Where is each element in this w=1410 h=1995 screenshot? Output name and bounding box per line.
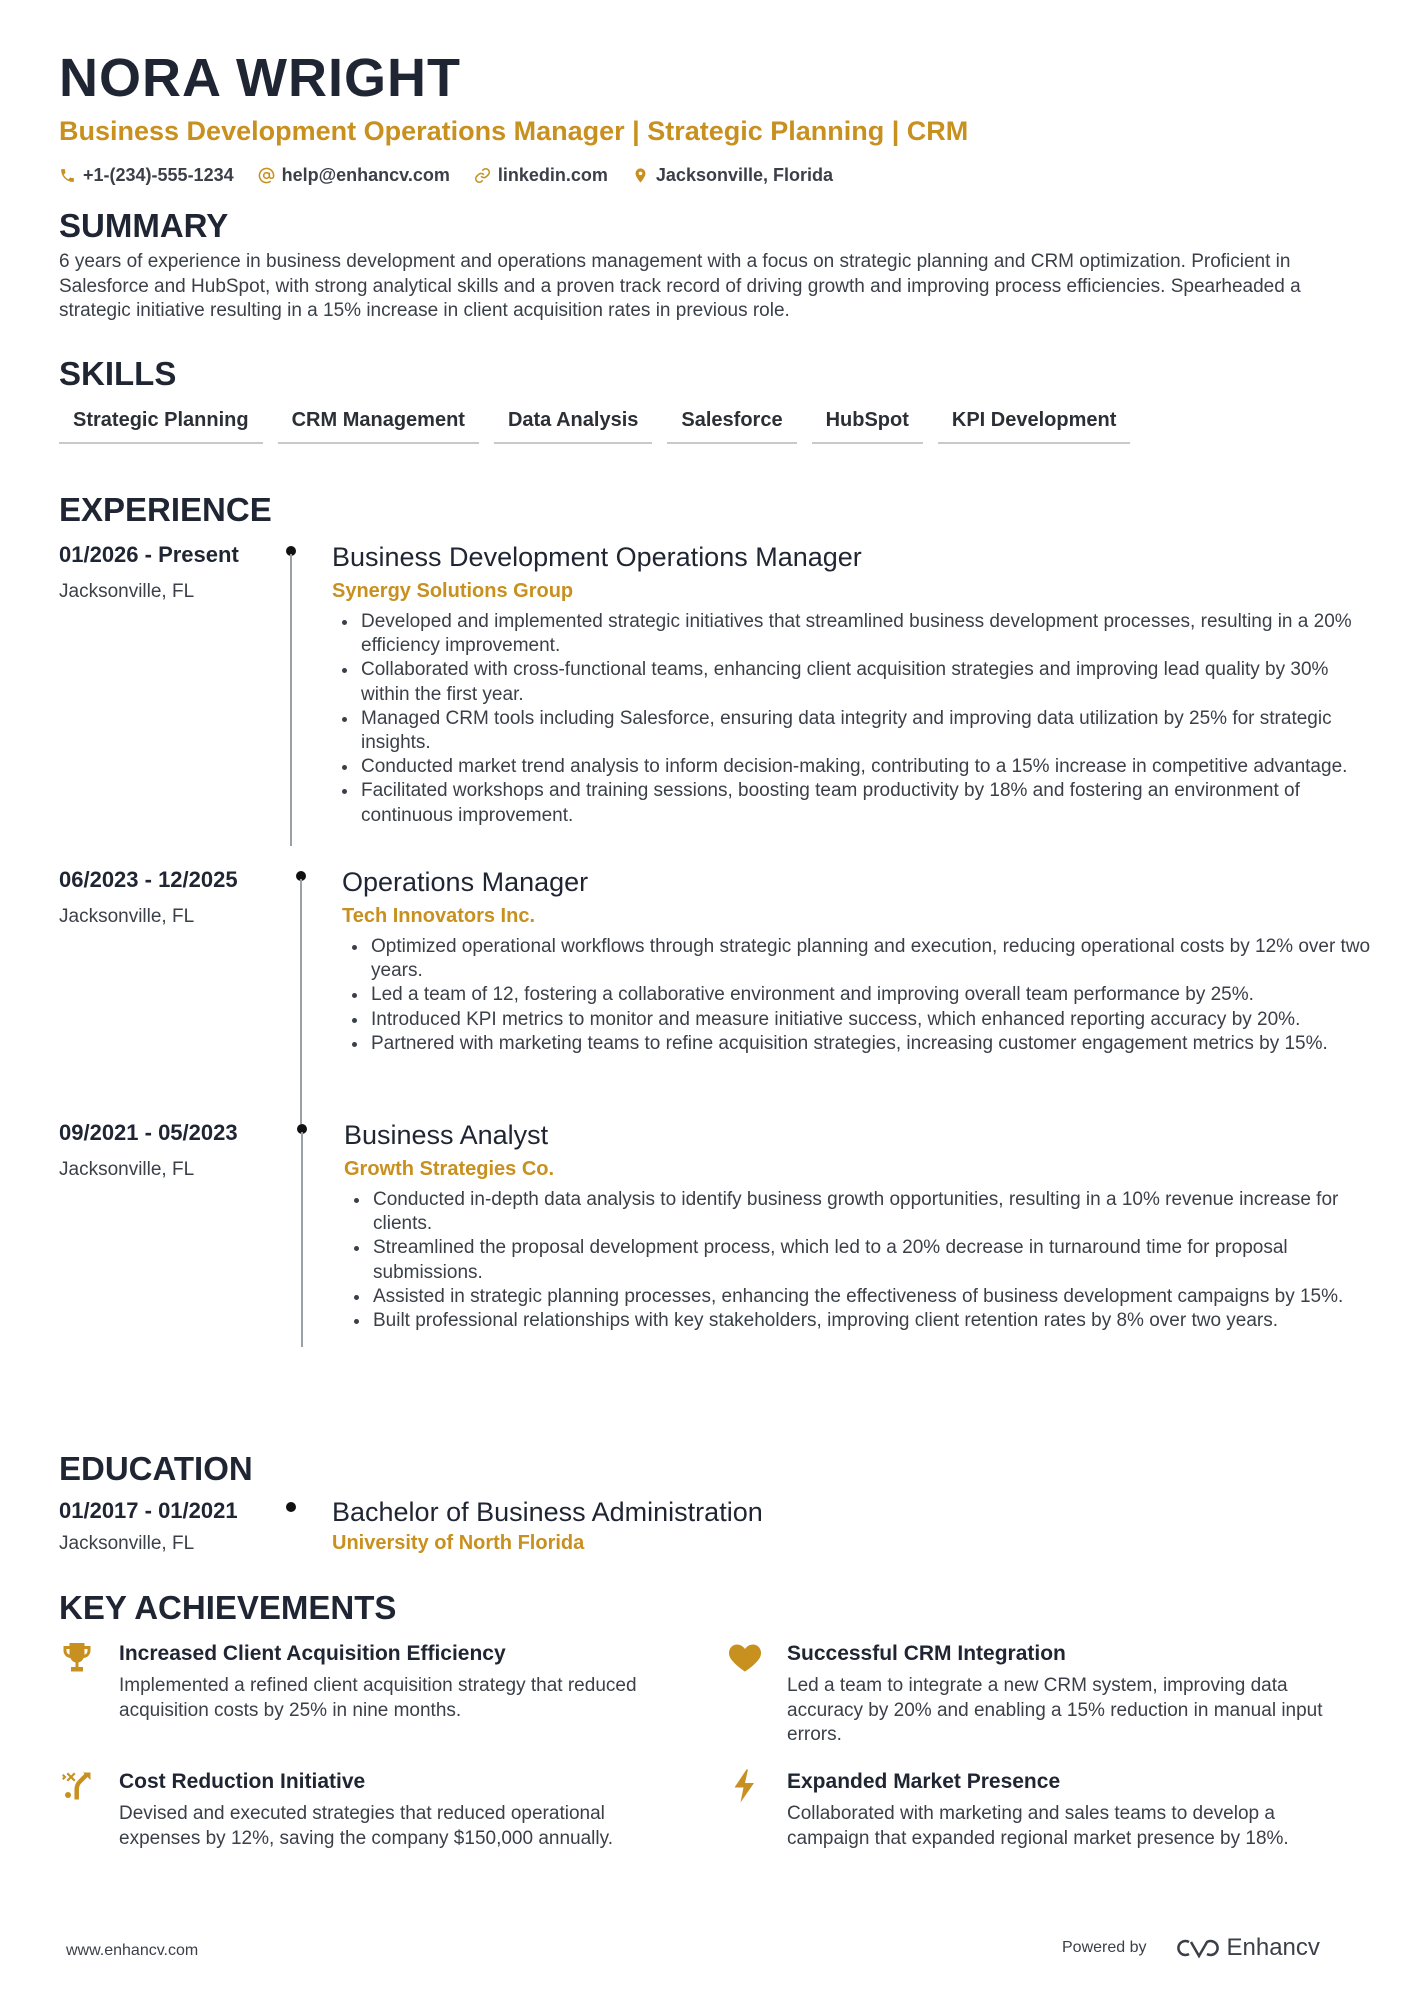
enhancv-logo-icon (1171, 1935, 1219, 1961)
skills-title: SKILLS (59, 355, 177, 392)
achievement-desc: Devised and executed strategies that reduced operational expenses by 12%, saving the company $150,000 annually. (119, 1803, 613, 1849)
summary-section (59, 206, 1359, 324)
brand-name: Enhancv (1226, 1934, 1320, 1961)
job-location: Jacksonville, FL (59, 1159, 195, 1180)
job-bullets (332, 610, 1369, 828)
resume-page (59, 46, 1371, 1849)
timeline-dot (286, 1502, 296, 1512)
job-bullet: • Introduced KPI metrics to monitor and measure initiative success, which enhanced reporting accuracy by 20%. (369, 1008, 1379, 1032)
job-entry (59, 815, 1371, 1075)
at-icon (258, 167, 275, 184)
headline: Business Development Operations Manager | Strategic Planning | CRM (59, 116, 969, 146)
skill-tag: Data Analysis (494, 402, 652, 444)
achievements-section (59, 1588, 1359, 1849)
job-role: Operations Manager (342, 867, 589, 897)
job-date: 09/2021 - 05/2023 (59, 1120, 238, 1145)
experience-title: EXPERIENCE (59, 491, 272, 528)
phone-text: +1-(234)-555-1234 (83, 165, 234, 185)
job-entry (59, 490, 1359, 830)
job-bullet: • Built professional relationships with key stakeholders, improving client retention rates by 8% over two years. (371, 1309, 1371, 1333)
job-bullet: • Optimized operational workflows through strategic planning and execution, reducing operational costs by 12% over two years. (369, 935, 1379, 983)
job-bullet: • Developed and implemented strategic initiatives that streamlined business development processes, resulting in a 20% efficiency improvement. (359, 610, 1369, 658)
job-bullet: • Managed CRM tools including Salesforce, ensuring data integrity and improving data utilization by 25% for strategic insights. (359, 707, 1369, 755)
job-entry (59, 1068, 1359, 1338)
skill-tag: KPI Development (938, 402, 1130, 444)
job-location: Jacksonville, FL (59, 581, 195, 602)
lightning-icon (727, 1768, 763, 1804)
skill-list (59, 402, 1130, 444)
skill-tag: Salesforce (667, 402, 796, 444)
job-bullet: • Collaborated with cross-functional teams, enhancing client acquisition strategies and improving lead quality by 30% within the first year. (359, 658, 1369, 706)
job-location: Jacksonville, FL (59, 906, 195, 927)
job-bullet: • Assisted in strategic planning processes, enhancing the effectiveness of business development campaigns by 15%. (371, 1285, 1371, 1309)
contact-email[interactable] (258, 165, 450, 186)
skill-tag: HubSpot (812, 402, 923, 444)
achievement-title: Increased Client Acquisition Efficiency (119, 1642, 506, 1665)
education-title: EDUCATION (59, 1450, 253, 1487)
achievement-desc: Implemented a refined client acquisition strategy that reduced acquisition costs by 25% in nine months. (119, 1675, 637, 1721)
job-company: Tech Innovators Inc. (342, 905, 535, 927)
job-bullet: • Facilitated workshops and training sessions, boosting team productivity by 18% and fostering an environment of continuous improvement. (359, 779, 1369, 827)
phone-icon (59, 167, 76, 184)
trophy-icon (59, 1640, 95, 1676)
job-role: Business Analyst (344, 1120, 549, 1150)
education-degree: Bachelor of Business Administration (332, 1497, 763, 1527)
achievements-title: KEY ACHIEVEMENTS (59, 1589, 397, 1626)
heart-icon (727, 1640, 763, 1676)
education-school: University of North Florida (332, 1532, 585, 1554)
achievement-desc: Led a team to integrate a new CRM system, improving data accuracy by 20% and enabling a 15% reduction in manual input errors. (787, 1675, 1323, 1745)
location-pin-icon (632, 167, 649, 184)
job-bullet: • Conducted market trend analysis to inform decision-making, contributing to a 15% increase in competitive advantage. (359, 755, 1369, 779)
achievement-desc: Collaborated with marketing and sales teams to develop a campaign that expanded regional market presence by 18%. (787, 1803, 1289, 1849)
job-bullet: • Partnered with marketing teams to refine acquisition strategies, increasing customer engagement metrics by 15%. (369, 1032, 1379, 1056)
job-bullet: • Streamlined the proposal development process, which led to a 20% decrease in turnaround time for proposal submissions. (371, 1236, 1371, 1284)
contact-linkedin[interactable] (474, 165, 608, 186)
job-company: Synergy Solutions Group (332, 580, 574, 602)
contact-phone[interactable] (59, 165, 234, 186)
job-bullets (344, 1188, 1371, 1333)
job-bullet: • Led a team of 12, fostering a collaborative environment and improving overall team performance by 25%. (369, 983, 1379, 1007)
skills-section (59, 354, 1130, 444)
education-location: Jacksonville, FL (59, 1533, 195, 1554)
job-company: Growth Strategies Co. (344, 1158, 555, 1180)
job-bullet: • Conducted in-depth data analysis to identify business growth opportunities, resulting in a 10% revenue increase for clients. (371, 1188, 1371, 1236)
footer-website[interactable]: www.enhancv.com (66, 1942, 199, 1959)
education-entry (59, 1449, 1359, 1569)
linkedin-text: linkedin.com (497, 165, 608, 185)
achievement-title: Cost Reduction Initiative (119, 1770, 366, 1793)
experience-section (59, 490, 1371, 1332)
summary-text: 6 years of experience in business development and operations management with a focus on strategic planning and CRM optimization. Proficient in Salesforce and HubSpot, with strong analytical skills and a proven track record of driving growth and improving process efficiencies. Spearheaded a strategic initiative resulting in a 15% increase in client acquisition rates in previous role. (59, 251, 1301, 321)
candidate-name: NORA WRIGHT (59, 48, 461, 108)
contact-bar (59, 165, 1359, 186)
contact-location (632, 165, 833, 186)
timeline-line (301, 1132, 303, 1347)
job-bullets (342, 935, 1379, 1056)
education-date: 01/2017 - 01/2021 (59, 1498, 238, 1523)
skill-tag: CRM Management (278, 402, 479, 444)
email-text: help@enhancv.com (281, 165, 450, 185)
link-icon (474, 167, 491, 184)
location-text: Jacksonville, Florida (655, 165, 833, 185)
job-role: Business Development Operations Manager (332, 542, 862, 572)
job-date: 06/2023 - 12/2025 (59, 867, 238, 892)
achievement-title: Expanded Market Presence (787, 1770, 1061, 1793)
education-section (59, 1449, 1359, 1554)
footer-branding (1062, 1934, 1320, 1962)
powered-by-label: Powered by (1062, 1939, 1147, 1956)
skill-tag: Strategic Planning (59, 402, 263, 444)
summary-title: SUMMARY (59, 207, 229, 244)
timeline-line (290, 554, 292, 846)
job-date: 01/2026 - Present (59, 542, 239, 567)
route-icon (59, 1768, 95, 1804)
brand-logo[interactable] (1171, 1934, 1320, 1962)
achievement-title: Successful CRM Integration (787, 1642, 1066, 1665)
